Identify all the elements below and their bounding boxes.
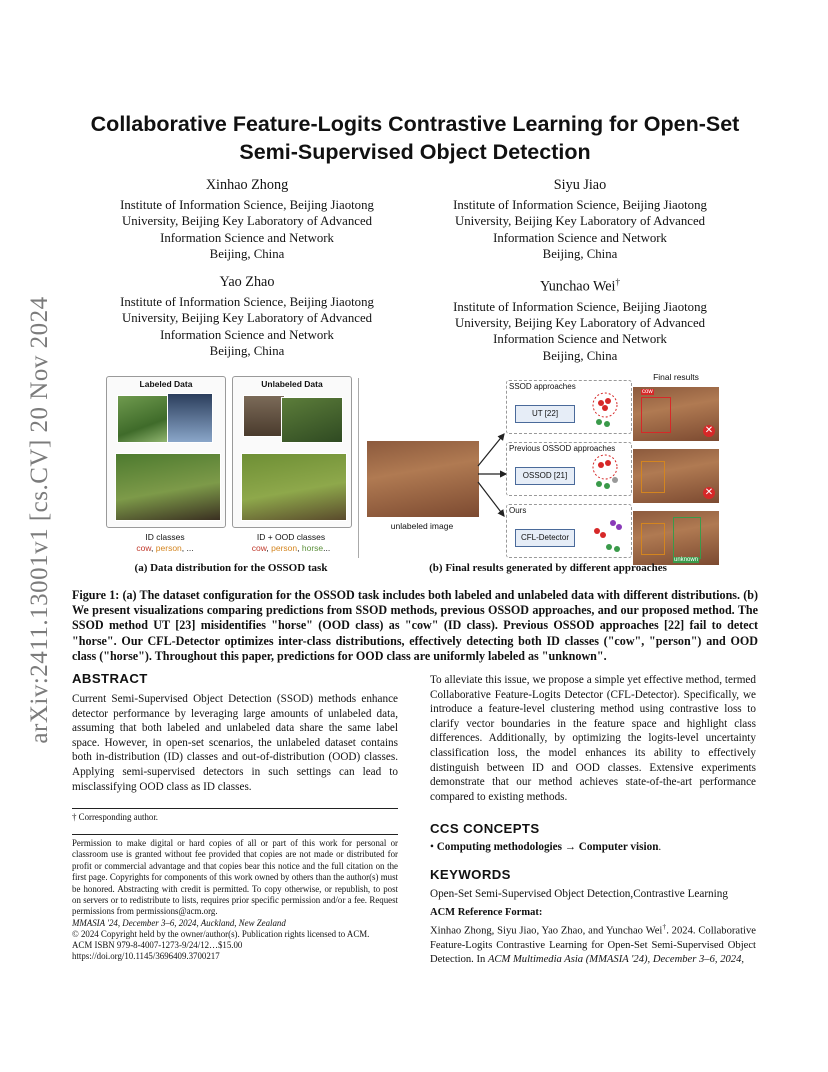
id-classes-list (106, 543, 224, 553)
final-results-label: Final results (653, 372, 699, 382)
unlabeled-image-label: unlabeled image (390, 521, 454, 531)
pred-label-unknown: unknown (674, 557, 699, 563)
footnote-rule (72, 808, 398, 809)
id-ood-classes-list (232, 543, 350, 553)
author-affil: University, Beijing Key Laboratory of Advanced (454, 316, 706, 331)
author-affil: Institute of Information Science, Beijing Jiaotong (120, 295, 374, 309)
result-photo-cfl (632, 510, 720, 566)
author-block-1 (97, 176, 397, 262)
sep: , (297, 543, 302, 553)
author-affil: Beijing, China (542, 246, 618, 261)
doi-link[interactable]: https://doi.org/10.1145/3696409.3700217 (72, 951, 220, 961)
author-affil: Information Science and Network (493, 230, 667, 245)
class-horse: horse (301, 543, 324, 553)
subcaption-a: (a) Data distribution for the OSSOD task (134, 562, 328, 574)
class-person: person (155, 543, 182, 553)
ossod-feature-clusters (585, 453, 629, 493)
cfl-feature-clusters (585, 513, 629, 555)
id-ood-classes-label: ID + OOD classes (256, 532, 326, 542)
unlabeled-photo-2 (281, 397, 343, 443)
class-cow: cow (251, 543, 267, 553)
pred-box-cow (641, 397, 671, 433)
author-affil: Beijing, China (209, 246, 285, 261)
labeled-data-title: Labeled Data (139, 379, 193, 389)
class-person: person (271, 543, 298, 553)
ours-label: Ours (509, 506, 527, 515)
cfl-detector-block: CFL-Detector (515, 529, 575, 547)
pred-box-person (641, 523, 665, 555)
author-block-3 (97, 273, 397, 359)
author-affil: Institute of Information Science, Beijing Jiaotong (453, 198, 707, 212)
author-affil: Institute of Information Science, Beijing Jiaotong (453, 299, 707, 314)
arxiv-side-stamp (10, 280, 70, 760)
unlabeled-input-photo (366, 440, 480, 518)
result-photo-ssod (632, 386, 720, 442)
ccs-concepts (430, 840, 756, 855)
ref-rest: . 2024. Collaborative Feature-Logits Contrastive Learning for Open-Set Semi-Supervised Object Detection. In (430, 925, 756, 965)
author-affil: Information Science and Network (160, 327, 334, 342)
id-classes-label: ID classes (145, 532, 185, 542)
author-affil: University, Beijing Key Laboratory of Advanced (454, 214, 706, 229)
prev-ossod-label: Previous OSSOD approaches (509, 444, 616, 453)
sep: , (266, 543, 272, 553)
pred-box-person (641, 461, 665, 493)
unlabeled-photo-1 (243, 395, 285, 437)
ellipsis: ... (186, 543, 194, 553)
title-line-1: Collaborative Feature-Logits Contrastive Learning for Open-Set (90, 112, 740, 136)
title-line-2: Semi-Supervised Object Detection (239, 140, 591, 164)
labeled-photo-person (167, 393, 213, 443)
author-affil: Information Science and Network (160, 230, 334, 245)
ellipsis: ... (323, 543, 331, 553)
ssod-approaches-label: SSOD approaches (509, 382, 576, 391)
author-name: Yao Zhao (219, 274, 275, 290)
ut-model-block: UT [22] (515, 405, 575, 423)
labeled-photo-cow-herd (115, 453, 221, 521)
unlabeled-data-title: Unlabeled Data (261, 379, 323, 389)
author-affil: Beijing, China (542, 348, 618, 363)
reference-format-text (430, 920, 756, 967)
permission-rule (72, 834, 398, 835)
isbn-line: ACM ISBN 979-8-4007-1273-9/24/12…$15.00 (72, 940, 243, 950)
keywords-heading: KEYWORDS (430, 867, 511, 882)
class-cow: cow (136, 543, 152, 553)
subcaption-b: (b) Final results generated by different approaches (429, 562, 667, 574)
keywords-text: Open-Set Semi-Supervised Object Detection,Contrastive Learning (430, 888, 728, 900)
ref-mark: † (662, 923, 667, 931)
corresponding-mark: † (615, 277, 620, 287)
figure-1 (70, 372, 760, 582)
wrong-prediction-icon: ✕ (704, 425, 714, 436)
figure-caption: Figure 1: (a) The dataset configuration for the OSSOD task includes both labeled and unlabeled data with different distributions. (b) We present visualizations comparing predictions from SSOD methods, previous OSSOD approaches, and our proposed method. The SSOD method UT [23] misidentifies "horse" (OOD class) as "cow" (ID class). Previous OSSOD approaches [22] fail to detect "horse". Our CFL-Detector optimizes inter-class distributions, effectively detecting both ID classes ("cow", "person") and OOD class ("horse"). Throughout this paper, predictions for OOD class are uniformly labeled as "unknown". (72, 588, 758, 663)
author-block-2 (430, 176, 730, 262)
ref-venue: ACM Multimedia Asia (MMASIA '24), December 3–6, 2024, (487, 953, 745, 965)
ours-approach-box (506, 504, 632, 558)
labeled-data-panel (106, 376, 226, 528)
author-affil: Information Science and Network (493, 332, 667, 347)
unlabeled-photo-horse (241, 453, 347, 521)
prev-ossod-approach-box (506, 442, 632, 496)
ssod-feature-clusters (585, 391, 629, 431)
author-name: Siyu Jiao (553, 177, 607, 193)
ossod-model-block: OSSOD [21] (515, 467, 575, 485)
ccs-heading: CCS CONCEPTS (430, 821, 540, 836)
author-affil: Beijing, China (209, 343, 285, 358)
footnote: † Corresponding author. (72, 812, 159, 822)
copyright-line: © 2024 Copyright held by the owner/author(s). Publication rights licensed to ACM. (72, 929, 370, 939)
author-name: Xinhao Zhong (205, 177, 289, 193)
missed-detection-icon: ✕ (704, 487, 714, 498)
author-name (430, 273, 730, 296)
pred-label-cow: cow (642, 389, 653, 395)
ccs-item: Computing methodologies → Computer vision (436, 841, 659, 853)
paper-title (70, 110, 760, 166)
bullet: • (430, 841, 434, 853)
pred-box-unknown (673, 517, 701, 559)
author-affil: University, Beijing Key Laboratory of Advanced (121, 214, 373, 229)
unlabeled-data-panel (232, 376, 352, 528)
panel-divider (358, 378, 359, 558)
author-affil: University, Beijing Key Laboratory of Advanced (121, 311, 373, 326)
ssod-approach-box (506, 380, 632, 434)
intro-paragraph: To alleviate this issue, we propose a simple yet effective method, termed Collaborative Feature-Logits Detector (CFL-Detector). Specifically, we introduce a feature-level clustering method using contrastive loss to clarify vector boundaries in the feature space and highlight class differences. Additionally, by optimizing the logits-level uncertainty classification loss, the model enhances its ability to effectively distinguish between ID and OOD classes. Extensive experiments demonstrate that our method achieves state-of-the-art performance compared to existing methods. (430, 674, 756, 803)
result-photo-ossod (632, 448, 720, 504)
ref-authors: Xinhao Zhong, Siyu Jiao, Yao Zhao, and Yunchao Wei (430, 925, 663, 937)
sep: , (151, 543, 156, 553)
author-name-text: Yunchao Wei (540, 278, 616, 295)
arxiv-id-text: arXiv:2411.13001v1 [cs.CV] 20 Nov 2024 (26, 296, 53, 744)
author-block-4 (430, 273, 730, 364)
permission-notice: Permission to make digital or hard copies of all or part of this work for personal or classroom use is granted without fee provided that copies are not made or distributed for profit or commercial advantage and that copies bear this notice and the full citation on the first page. Copyrights for components of this work owned by others than the author(s) must be honored. Abstracting with credit is permitted. To copy otherwise, or republish, to post on servers or to redistribute to lists, requires prior specific permission and/or a fee. Request permissions from permissions@acm.org. (72, 838, 398, 917)
reference-format-heading: ACM Reference Format: (430, 907, 543, 918)
venue-line: MMASIA '24, December 3–6, 2024, Auckland, New Zealand (72, 918, 286, 928)
abstract-heading: ABSTRACT (72, 671, 148, 686)
author-affil: Institute of Information Science, Beijing Jiaotong (120, 198, 374, 212)
period: . (658, 841, 662, 853)
abstract-text: Current Semi-Supervised Object Detection (SSOD) methods enhance detector performance by leveraging large amounts of unlabeled data, assuming that both labeled and unlabeled data share the same label space. However, in open-set scenarios, the unlabeled dataset contains both in-distribution (ID) classes and out-of-distribution (OOD) classes. Applying semi-supervised detectors in such settings can lead to misclassifying OOD class as ID classes. (72, 693, 398, 793)
sep: , (181, 543, 187, 553)
